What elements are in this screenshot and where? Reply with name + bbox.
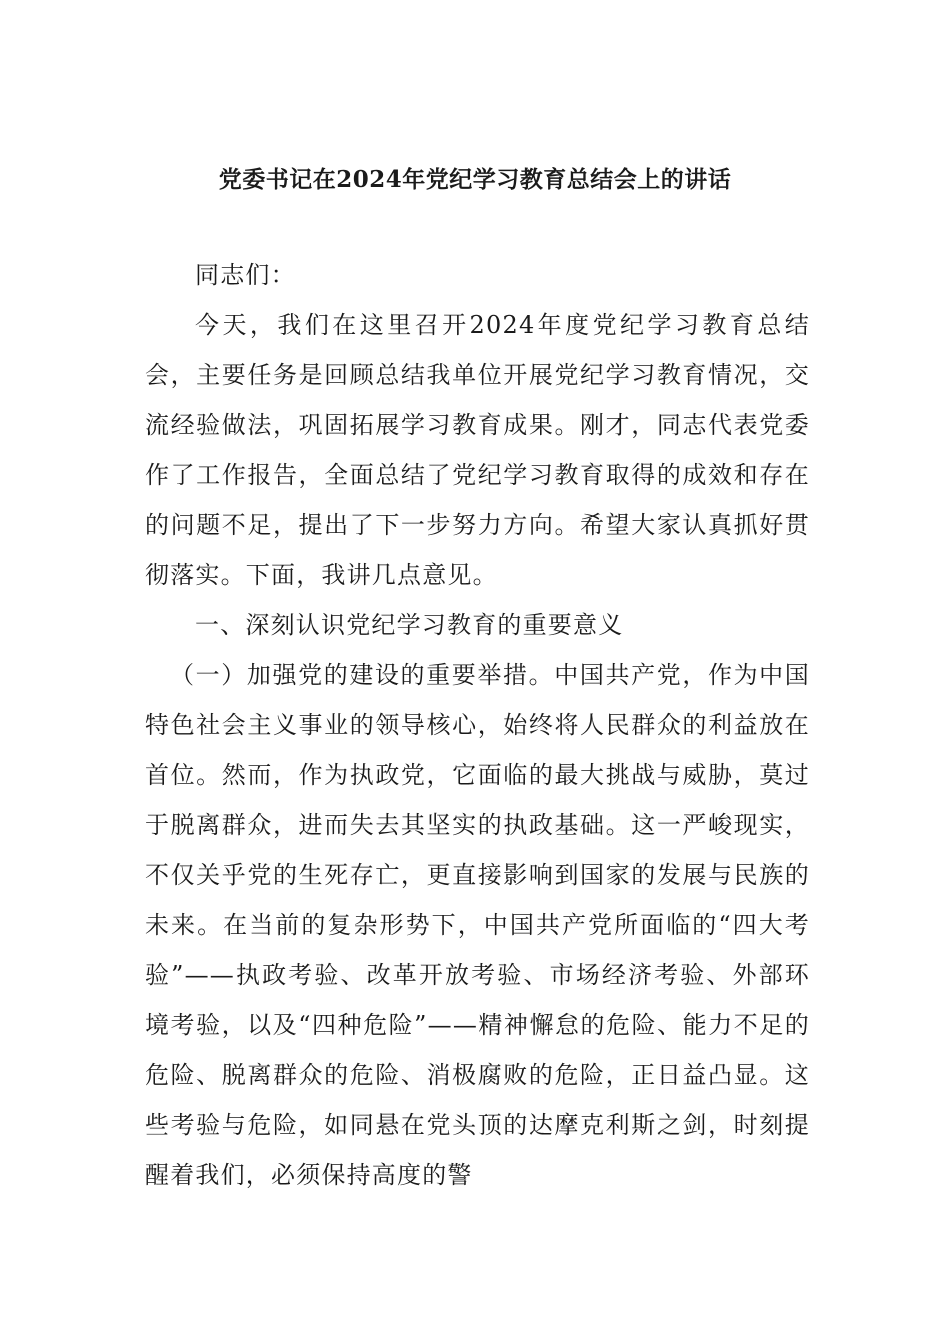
salutation-paragraph: 同志们： [195, 261, 296, 289]
subsection-paragraph-1: （一）加强党的建设的重要举措。中国共产党，作为中国特色社会主义事业的领导核心，始终将人民群众的利益放在首位。然而，作为执政党，它面临的最大挑战与威胁，莫过于脱离群众，进而失去其坚实的执政基础。这一严峻现实，不仅关乎党的生死存亡，更直接影响到国家的发展与民族的未来。在当前的复杂形势下，中国共产党所面临的“四大考验”——执政考验、改革开放考验、市场经济考验、外部环境考验，以及“四种危险”——精神懈怠的危险、能力不足的危险、脱离群众的危险、消极腐败的危险，正日益凸显。这些考验与危险，如同悬在党头顶的达摩克利斯之剑，时刻提醒着我们，必须保持高度的警 [145, 661, 810, 1189]
document-body [145, 250, 810, 1200]
document-title: 党委书记在2024年党纪学习教育总结会上的讲话 [218, 166, 732, 193]
intro-paragraph: 今天，我们在这里召开2024年度党纪学习教育总结会，主要任务是回顾总结我单位开展党纪学习教育情况，交流经验做法，巩固拓展学习教育成果。刚才，同志代表党委作了工作报告，全面总结了党纪学习教育取得的成效和存在的问题不足，提出了下一步努力方向。希望大家认真抓好贯彻落实。下面，我讲几点意见。 [145, 311, 810, 589]
section-heading-1: 一、深刻认识党纪学习教育的重要意义 [195, 611, 624, 639]
